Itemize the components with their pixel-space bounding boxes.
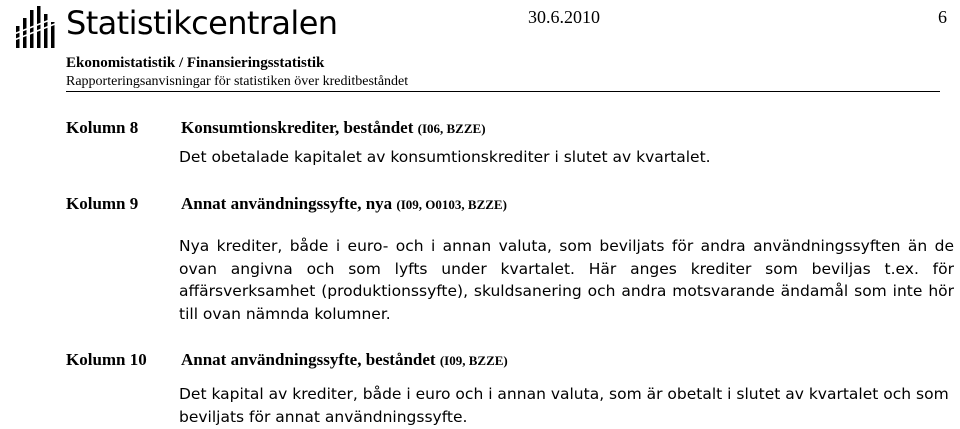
document-subtitle: Rapporteringsanvisningar för statistiken över kreditbeståndet bbox=[66, 74, 409, 89]
column-codes: (I06, BZZE) bbox=[417, 121, 486, 136]
column-label-9: Kolumn 9 bbox=[66, 194, 139, 213]
column-description-9: Nya krediter, både i euro- och i annan valuta, som beviljats för andra användningssyften än de ovan angivna och som lyfts under kvartalet. Här anges krediter som beviljas t.ex. för affärsverksamhet (produktionssyfte), skuldsanering och andra motsvarande ändamål som inte hör till ovan nämnda kolumner. bbox=[179, 237, 954, 323]
column-description-8: Det obetalade kapitalet av konsumtionskrediter i slutet av kvartalet. bbox=[179, 148, 711, 166]
page-number: 6 bbox=[938, 7, 947, 27]
column-heading-8 bbox=[181, 118, 486, 138]
column-codes: (I09, BZZE) bbox=[439, 353, 508, 368]
column-label-8: Kolumn 8 bbox=[66, 118, 139, 137]
column-label-10: Kolumn 10 bbox=[66, 350, 147, 369]
column-title: Annat användningssyfte, beståndet bbox=[181, 350, 436, 369]
column-heading-10 bbox=[181, 350, 508, 370]
column-title: Konsumtionskrediter, beståndet bbox=[181, 118, 414, 137]
department-line: Ekonomistatistik / Finansieringsstatistik bbox=[66, 55, 325, 71]
logo-wordmark: Statistikcentralen bbox=[66, 4, 338, 42]
document-date: 30.6.2010 bbox=[528, 7, 600, 27]
column-description-10: Det kapital av krediter, både i euro och i annan valuta, som är obetalt i slutet av kvartalet och som beviljats för annat användningssyfte. bbox=[179, 385, 949, 426]
header-divider bbox=[66, 91, 940, 92]
column-codes: (I09, O0103, BZZE) bbox=[396, 197, 507, 212]
statistics-finland-logo-icon bbox=[14, 4, 60, 50]
column-title: Annat användningssyfte, nya bbox=[181, 194, 393, 213]
column-heading-9 bbox=[181, 194, 507, 214]
